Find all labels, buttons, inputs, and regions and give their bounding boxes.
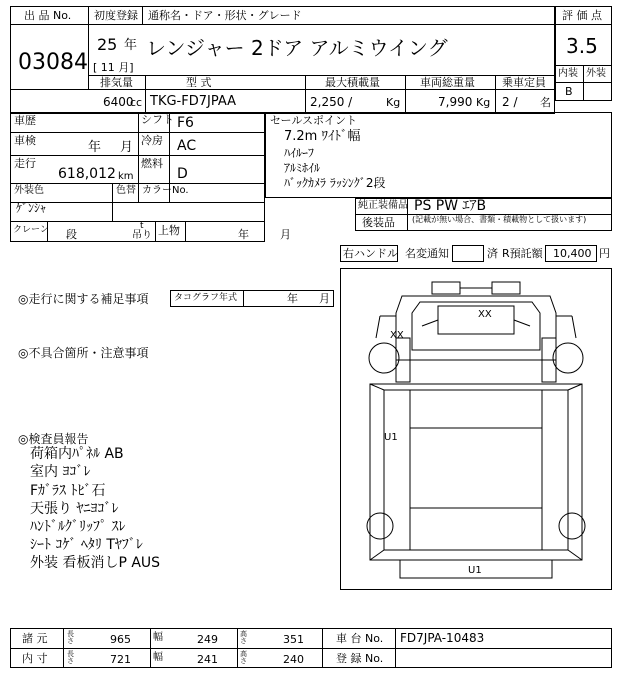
right-hand-drive: 右ハンドル [343, 247, 398, 260]
name-change-box [452, 245, 484, 262]
recycle-status: 済 [487, 247, 498, 260]
registration-month: [ 11 月] [93, 61, 134, 74]
interior-grade-label: 内装 [558, 68, 578, 79]
recycle-deposit-label: R預託額 [502, 247, 543, 260]
history-label: 車歴 [14, 114, 36, 127]
fuel-label: 燃料 [141, 157, 163, 170]
outer-width: 249 [197, 633, 218, 646]
damage-mark: U1 [468, 565, 482, 576]
damage-mark: U1 [384, 432, 398, 443]
interior-grade: B [565, 85, 573, 98]
specs-label: 諸 元 [22, 632, 48, 645]
tachograph-label: タコグラフ年式 [174, 293, 238, 303]
displacement-unit: cc [130, 96, 143, 109]
upper-year-unit: 年 [238, 228, 249, 241]
color-change-label: 色替 [116, 185, 136, 196]
exterior-grade-label: 外装 [586, 68, 606, 79]
sales-points-label: セールスポイント [270, 114, 358, 127]
genuine-equipment-label: 純正装備品 [358, 200, 408, 211]
outer-length: 965 [110, 633, 131, 646]
recycle-unit: 円 [599, 247, 610, 260]
crane-label: クレーン [13, 225, 49, 235]
inspector-item: ﾊﾝﾄﾞﾙｸﾞﾘｯﾌﾟ ｽﾚ [30, 519, 126, 535]
upper-month-unit: 月 [280, 228, 291, 241]
driving-remarks-label: ◎走行に関する補足事項 [18, 292, 149, 306]
recycle-amount: 10,400 [553, 247, 592, 260]
exterior-color-label: 外装色 [14, 185, 44, 196]
inspector-report-label: ◎検査員報告 [18, 432, 89, 446]
registration-year: 25 [97, 35, 118, 54]
score-label: 評 価 点 [562, 9, 602, 22]
inspection-label: 車検 [14, 134, 36, 147]
ac-label: 冷房 [141, 134, 163, 147]
inspector-item: 荷箱内ﾊﾟﾈﾙ AB [30, 446, 124, 462]
truck-diagram [340, 268, 612, 590]
aftermarket-note: (記載が無い場合、書類・積載物として扱います) [412, 215, 587, 224]
genuine-equipment-value: PS PW ｴｱB [414, 198, 487, 214]
chassis-number: FD7JPA-10483 [400, 631, 485, 645]
overall-score: 3.5 [566, 34, 598, 58]
name-change-label: 名変通知 [405, 247, 449, 260]
sales-point-1: 7.2m ﾜｲﾄﾞ幅 [284, 129, 361, 144]
mileage-value: 618,012 [58, 166, 116, 182]
crane-stage-unit: 段 [66, 228, 77, 241]
length-label: 長さ [67, 650, 74, 665]
height-label: 高さ [240, 650, 247, 665]
gross-weight-value: 7,990 [438, 95, 473, 109]
displacement-value: 6400 [103, 95, 134, 109]
inspector-item: Fｶﾞﾗｽ ﾄﾋﾞ石 [30, 483, 106, 499]
sales-point-2: ﾊｲﾙｰﾌ [284, 146, 315, 160]
fuel-value: D [177, 166, 188, 182]
model-code: TKG-FD7JPAA [150, 94, 236, 109]
max-load-label: 最大積載量 [325, 76, 380, 89]
sales-point-4: ﾊﾞｯｸｶﾒﾗ ﾗｯｼﾝｸﾞ2段 [284, 176, 386, 190]
tachograph-year-unit: 年 [287, 292, 298, 305]
name-header: 通称名・ドア・形状・グレード [148, 9, 302, 22]
defects-label: ◎不具合箇所・注意事項 [18, 346, 149, 360]
shift-label: シフト [141, 113, 174, 126]
capacity-label: 乗車定員 [502, 76, 546, 89]
registration-number-label: 登 録 No. [336, 652, 384, 665]
color-number-label: カラーNo. [142, 185, 189, 196]
length-label: 長さ [67, 630, 74, 645]
ac-value: AC [177, 138, 197, 154]
inspector-item: 室内 ﾖｺﾞﾚ [30, 464, 91, 480]
inspector-item: 天張り ﾔﾆﾖｺﾞﾚ [30, 501, 119, 517]
sales-point-3: ｱﾙﾐﾎｲﾙ [284, 161, 321, 175]
damage-mark: XX [390, 330, 404, 341]
damage-mark: XX [478, 309, 492, 320]
height-label: 高さ [240, 630, 247, 645]
gross-weight-label: 車両総重量 [420, 76, 475, 89]
aftermarket-label: 後装品 [362, 216, 395, 229]
max-load-unit: Kg [386, 96, 401, 109]
capacity-value: 2 / [502, 95, 518, 109]
inspector-item: 外装 看板消しP AUS [30, 555, 161, 571]
chassis-number-label: 車 台 No. [336, 632, 384, 645]
mileage-unit: km [118, 171, 134, 182]
crane-t-unit: t [140, 221, 144, 231]
inspection-month-unit: 月 [120, 140, 134, 155]
outer-height: 351 [283, 633, 304, 646]
inner-height: 240 [283, 653, 304, 666]
inner-label: 内 寸 [22, 652, 48, 665]
registration-year-unit: 年 [124, 38, 138, 53]
model-label: 型 式 [186, 76, 212, 89]
width-label: 幅 [153, 652, 163, 663]
shift-value: F6 [177, 115, 194, 131]
inspection-year-unit: 年 [88, 140, 102, 155]
upper-body-label: 上物 [158, 224, 180, 237]
lot-number: 03084 [18, 50, 88, 75]
gross-weight-unit: Kg [476, 96, 491, 109]
first-registration-label: 初度登録 [94, 9, 138, 22]
capacity-unit: 名 [540, 96, 551, 109]
vehicle-name: レンジャー 2ドア アルミウイング [146, 36, 448, 60]
width-label: 幅 [153, 632, 163, 643]
lot-label: 出 品 No. [24, 9, 72, 22]
max-load-value: 2,250 / [310, 95, 353, 109]
mileage-label: 走行 [14, 157, 36, 170]
inner-length: 721 [110, 653, 131, 666]
tachograph-month-unit: 月 [319, 292, 330, 305]
inner-width: 241 [197, 653, 218, 666]
header-block [10, 6, 555, 114]
exterior-color-value: ｹﾞﾝｼｬ [16, 201, 47, 215]
inspector-item: ｼｰﾄ ｺｹﾞ ﾍﾀﾘ Tﾔﾌﾞﾚ [30, 537, 143, 553]
displacement-label: 排気量 [100, 76, 133, 89]
crane-lift-unit: 吊り [132, 230, 152, 241]
